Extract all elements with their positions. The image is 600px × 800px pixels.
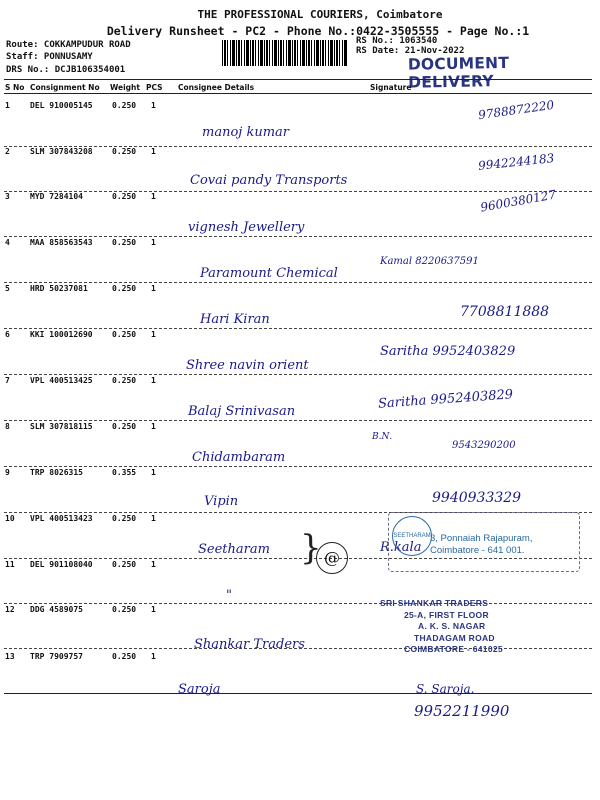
seal-address-line2: Coimbatore - 641 001.	[430, 545, 525, 556]
row-consignment: MYD 7284104	[30, 192, 83, 201]
col-sno: S No	[5, 83, 25, 92]
row-weight: 0.250	[112, 422, 137, 431]
row-weight: 0.250	[112, 652, 137, 661]
row-weight: 0.250	[112, 330, 137, 339]
row-sno: 3	[5, 192, 10, 201]
row-consignment: VPL 400513425	[30, 376, 93, 385]
signature-handwriting: 7708811888	[460, 304, 550, 320]
consignee-handwriting: Shankar Traders	[194, 637, 305, 652]
rs-date: RS Date: 21-Nov-2022	[356, 46, 465, 56]
table-row	[0, 284, 600, 330]
header-top-rule	[4, 79, 592, 80]
header-bottom-rule	[4, 93, 592, 94]
row-pcs: 1	[151, 330, 156, 339]
row-pcs: 1	[151, 238, 156, 247]
row-consignment: SLM 307818115	[30, 422, 93, 431]
row-pcs: 1	[151, 468, 156, 477]
rs-number: RS No.: 1063540	[356, 36, 438, 46]
row-sno: 6	[5, 330, 10, 339]
table-row	[0, 376, 600, 422]
consignee-handwriting: Saroja	[178, 682, 221, 697]
row-divider	[4, 328, 592, 329]
row-weight: 0.250	[112, 376, 137, 385]
row-consignment: KKI 100012690	[30, 330, 93, 339]
consignee-handwriting: Chidambaram	[192, 450, 286, 465]
row-pcs: 1	[151, 147, 156, 156]
seal-logo: SEETHARAM	[392, 516, 432, 556]
footer-phone-handwriting: 9952211990	[414, 702, 510, 720]
row-weight: 0.250	[112, 284, 137, 293]
seal-address	[430, 533, 532, 557]
company-title: THE PROFESSIONAL COURIERS, Coimbatore	[197, 8, 443, 21]
row-sno: 5	[5, 284, 10, 293]
consignee-handwriting: vignesh Jewellery	[188, 220, 305, 235]
row-divider	[4, 466, 592, 467]
signature-handwriting: 9543290200	[452, 440, 516, 451]
row-pcs: 1	[151, 560, 156, 569]
row-pcs: 1	[151, 101, 156, 110]
signature-handwriting: 9788872220	[477, 97, 555, 123]
consignee-handwriting: Hari Kiran	[200, 312, 270, 327]
consignee-handwriting: Balaj Srinivasan	[188, 404, 296, 419]
row-weight: 0.250	[112, 605, 137, 614]
row-consignment: DEL 910005145	[30, 101, 93, 110]
row-sno: 4	[5, 238, 10, 247]
row-consignment: DDG 4589075	[30, 605, 83, 614]
row-consignment: SLM 307843208	[30, 147, 93, 156]
row-sno: 11	[5, 560, 15, 569]
col-pcs: PCS	[146, 83, 163, 92]
table-row	[0, 97, 600, 147]
row-pcs: 1	[151, 652, 156, 661]
table-row	[0, 147, 600, 193]
row-pcs: 1	[151, 605, 156, 614]
row-sno: 8	[5, 422, 10, 431]
row-sno: 1	[5, 101, 10, 110]
col-consignment: Consignment No	[30, 83, 100, 92]
row-pcs: 1	[151, 192, 156, 201]
document-delivery-stamp: DOCUMENT DELIVERY	[407, 53, 510, 92]
row-pcs: 1	[151, 422, 156, 431]
consignee-handwriting: Vipin	[204, 494, 239, 509]
row-sno: 2	[5, 147, 10, 156]
table-row	[0, 422, 600, 468]
consignee-handwriting: Paramount Chemical	[200, 266, 338, 281]
table-row	[0, 605, 600, 651]
row-weight: 0.250	[112, 147, 137, 156]
consignee-handwriting: Covai pandy Transports	[190, 173, 348, 188]
consignee-handwriting: Seetharam	[198, 542, 270, 557]
row-consignment: TRP 8026315	[30, 468, 83, 477]
row-consignment: HRD 50237081	[30, 284, 88, 293]
row-consignment: VPL 400513423	[30, 514, 93, 523]
row-sno: 13	[5, 652, 15, 661]
trader-stamp-line4: THADAGAM ROAD	[414, 633, 495, 643]
row-consignment: DEL 901108040	[30, 560, 93, 569]
signature-handwriting: Kamal 8220637591	[380, 256, 479, 267]
row-weight: 0.250	[112, 514, 137, 523]
col-weight: Weight	[110, 83, 140, 92]
col-consignee: Consignee Details	[178, 83, 255, 92]
row-divider	[4, 648, 592, 649]
signature-handwriting: 9600380127	[479, 187, 557, 215]
row-sno: 9	[5, 468, 10, 477]
row-divider	[4, 282, 592, 283]
brace-mark: }	[300, 528, 322, 568]
signature-handwriting: 9942244183	[477, 151, 555, 173]
row-consignment: TRP 7909757	[30, 652, 83, 661]
table-row	[0, 468, 600, 514]
route-label: Route: COKKAMPUDUR ROAD	[6, 40, 131, 50]
trader-stamp-line2: 25-A, FIRST FLOOR	[404, 610, 489, 620]
row-weight: 0.250	[112, 192, 137, 201]
at-mark: @	[316, 542, 348, 574]
row-divider	[4, 236, 592, 237]
trader-stamp-line3: A. K. S. NAGAR	[418, 621, 486, 631]
consignee-handwriting: manoj kumar	[202, 125, 289, 140]
row-weight: 0.355	[112, 468, 137, 477]
seal-initials: R.kala	[380, 540, 422, 555]
trader-stamp-line1: SRI SHANKAR TRADERS	[380, 598, 489, 608]
consignee-handwriting: Shree navin orient	[186, 358, 309, 373]
seal-address-line1: 3, Ponnaiah Rajapuram,	[430, 533, 533, 544]
row-divider	[4, 374, 592, 375]
signature-initials: B.Ν.	[372, 432, 393, 442]
table-row	[0, 187, 600, 238]
row-weight: 0.250	[112, 101, 137, 110]
signature-handwriting: Saritha 9952403829	[377, 387, 514, 412]
row-divider	[4, 420, 592, 421]
row-weight: 0.250	[112, 238, 137, 247]
table-row	[0, 238, 600, 284]
row-sno: 10	[5, 514, 15, 523]
signature-handwriting: S. Saroja.	[416, 682, 475, 696]
drs-label: DRS No.: DCJB106354001	[6, 65, 126, 75]
staff-label: Staff: PONNUSAMY	[6, 52, 93, 62]
row-consignment: MAA 858563543	[30, 238, 93, 247]
runsheet-title: Delivery Runsheet - PC2 - Phone No.:0422-3505555 - Page No.:1	[106, 24, 530, 38]
row-pcs: 1	[151, 376, 156, 385]
row-sno: 7	[5, 376, 10, 385]
col-signature: Signature	[370, 83, 412, 92]
row-pcs: 1	[151, 514, 156, 523]
table-row	[0, 330, 600, 376]
row-divider	[4, 603, 592, 604]
table-row	[0, 652, 600, 698]
consignee-handwriting: "	[226, 588, 232, 603]
trader-stamp-line5: COIMBATORE - 641025	[404, 644, 503, 654]
barcode	[222, 40, 348, 66]
row-pcs: 1	[151, 284, 156, 293]
signature-handwriting: Saritha 9952403829	[380, 344, 516, 359]
row-weight: 0.250	[112, 560, 137, 569]
signature-handwriting: 9940933329	[432, 490, 522, 506]
row-sno: 12	[5, 605, 15, 614]
table-bottom-rule	[4, 693, 592, 694]
